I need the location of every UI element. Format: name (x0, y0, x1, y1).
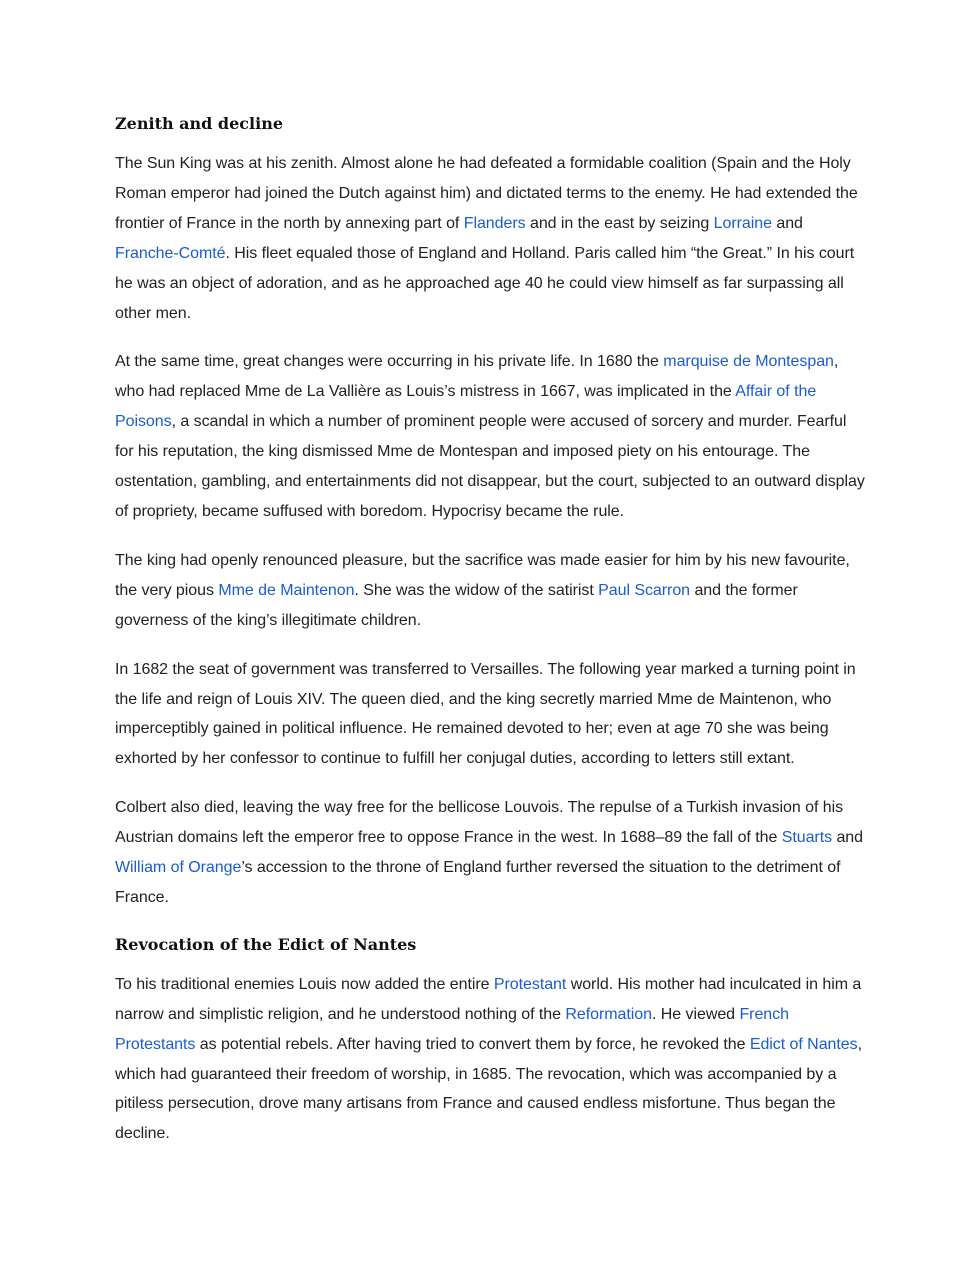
link-william-of-orange[interactable]: William of Orange (115, 859, 242, 877)
link-mme-de-maintenon[interactable]: Mme de Maintenon (218, 581, 355, 599)
paragraph (115, 149, 865, 328)
link-protestant[interactable]: Protestant (493, 975, 567, 993)
paragraph-text: and (832, 829, 864, 847)
paragraph-text: ’s accession to the throne of England further reversed the situation to the detriment of France. (115, 859, 841, 906)
section-heading: Zenith and decline (115, 114, 283, 133)
paragraph (115, 793, 865, 913)
link-affair-of-the-poisons[interactable]: Affair of the Poisons (115, 383, 817, 431)
paragraph-text: as potential rebels. After having tried to convert them by force, he revoked the (195, 1035, 750, 1053)
paragraph-text: The Sun King was at his zenith. Almost alone he had defeated a formidable coalition (Spain and the Holy Roman emperor had joined the Dutch against him) and dictated terms to the enemy. He had extended the frontier of France in the north by annexing part of (115, 155, 858, 232)
paragraph-text: At the same time, great changes were occurring in his private life. In 1680 the (115, 353, 664, 371)
paragraph-text: , a scandal in which a number of prominent people were accused of sorcery and murder. Fearful for his reputation, the king dismissed Mme de Montespan and imposed piety on his entourage. The ostentation, gambling, and entertainments did not disappear, but the court, subjected to an outward display of propriety, became suffused with boredom. Hypocrisy became the rule. (115, 413, 865, 520)
link-edict-of-nantes[interactable]: Edict of Nantes (749, 1035, 858, 1053)
paragraph-text: To his traditional enemies Louis now added the entire (115, 975, 494, 993)
paragraph-text: . He viewed (651, 1005, 740, 1023)
section-zenith-and-decline (115, 111, 865, 913)
paragraph-text: , who had replaced Mme de La Vallière as Louis’s mistress in 1667, was implicated in the (115, 353, 839, 401)
paragraph (115, 655, 865, 775)
paragraph-text: world. His mother had inculcated in him a narrow and simplistic religion, and he understood nothing of the (115, 975, 862, 1023)
link-marquise-de-montespan[interactable]: marquise de Montespan (663, 353, 834, 371)
article-body (115, 111, 865, 1168)
paragraph-text: In 1682 the seat of government was transferred to Versailles. The following year marked a turning point in the life and reign of Louis XIV. The queen died, and the king secretly married Mme de Maintenon, who imperceptibly gained in political influence. He remained devoted to her; even at age 70 she was being exhorted by her confessor to continue to fulfill her conjugal duties, according to letters still extant. (115, 660, 856, 768)
paragraph (115, 347, 865, 526)
paragraph-text: and the former governess of the king’s illegitimate children. (115, 581, 798, 629)
link-flanders[interactable]: Flanders (463, 214, 526, 232)
paragraph-text: . His fleet equaled those of England and Holland. Paris called him “the Great.” In his court he was an object of adoration, and as he approached age 40 he could view himself as far surpassing all other men. (115, 244, 855, 322)
paragraph-text: Colbert also died, leaving the way free for the bellicose Louvois. The repulse of a Turkish invasion of his Austrian domains left the emperor free to oppose France in the west. In 1688–89 the fall of the (115, 799, 844, 847)
paragraph (115, 970, 865, 1149)
paragraph-text: and in the east by seizing (525, 214, 714, 232)
link-lorraine[interactable]: Lorraine (713, 214, 772, 232)
link-reformation[interactable]: Reformation (565, 1005, 652, 1023)
paragraph (115, 546, 865, 636)
paragraph-text: The king had openly renounced pleasure, but the sacrifice was made easier for him by his new favourite, the very pious (115, 551, 850, 599)
link-stuarts[interactable]: Stuarts (781, 829, 833, 847)
link-franche-comt[interactable]: Franche-Comté (115, 244, 226, 262)
paragraph-text: and (771, 214, 803, 232)
paragraph-text: . She was the widow of the satirist (354, 581, 599, 599)
section-revocation-edict-of-nantes (115, 932, 865, 1149)
section-heading: Revocation of the Edict of Nantes (115, 934, 417, 954)
link-paul-scarron[interactable]: Paul Scarron (598, 581, 691, 599)
link-french-protestants[interactable]: French Protestants (115, 1005, 789, 1053)
paragraph-text: , which had guaranteed their freedom of worship, in 1685. The revocation, which was accompanied by a pitiless persecution, drove many artisans from France and caused endless misfortune. Thus began the decline. (115, 1035, 862, 1143)
